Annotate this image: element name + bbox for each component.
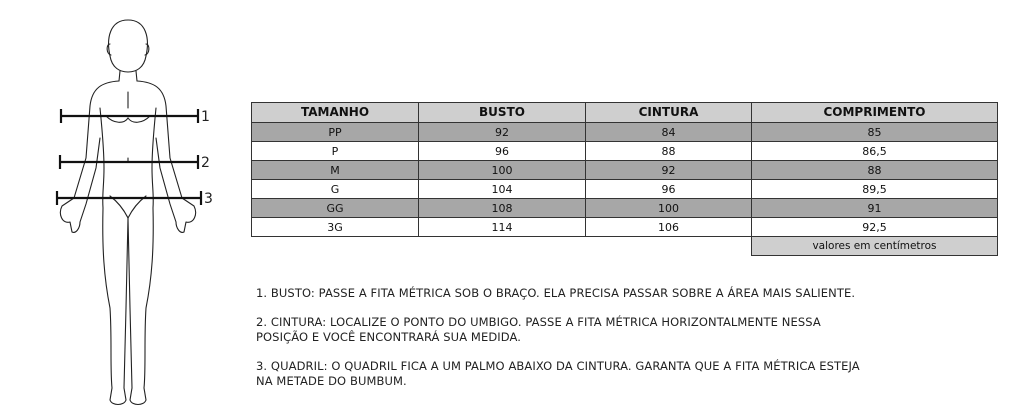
cell-tamanho: PP: [252, 123, 419, 142]
cell-tamanho: GG: [252, 199, 419, 218]
table-row: [252, 123, 998, 142]
size-chart-table: [251, 102, 998, 256]
header-busto: BUSTO: [419, 103, 586, 123]
body-outline-illustration: [40, 8, 230, 413]
header-cintura: CINTURA: [586, 103, 752, 123]
instruction-hip: 3. QUADRIL: O QUADRIL FICA A UM PALMO ABAIXO DA CINTURA. GARANTA QUE A FITA MÉTRICA ESTEJA NA METADE DO BUMBUM.: [256, 359, 860, 388]
cell-comprimento: 89,5: [752, 180, 998, 199]
table-row: [252, 142, 998, 161]
table-note-row: [252, 237, 998, 256]
empty-cell: [419, 237, 586, 256]
table-row: [252, 180, 998, 199]
cell-busto: 92: [419, 123, 586, 142]
cell-busto: 114: [419, 218, 586, 237]
cell-busto: 100: [419, 161, 586, 180]
cell-cintura: 96: [586, 180, 752, 199]
header-tamanho: TAMANHO: [252, 103, 419, 123]
table-row: [252, 199, 998, 218]
cell-comprimento: 85: [752, 123, 998, 142]
cell-busto: 108: [419, 199, 586, 218]
instruction-waist: 2. CINTURA: LOCALIZE O PONTO DO UMBIGO. PASSE A FITA MÉTRICA HORIZONTALMENTE NESSA POSIÇÃO E VOCÊ ENCONTRARÁ SUA MEDIDA.: [256, 315, 821, 344]
cell-comprimento: 86,5: [752, 142, 998, 161]
marker-1: 1: [201, 109, 210, 125]
cell-tamanho: P: [252, 142, 419, 161]
cell-tamanho: G: [252, 180, 419, 199]
cell-tamanho: M: [252, 161, 419, 180]
body-measurement-figure: [40, 8, 230, 413]
header-comprimento: COMPRIMENTO: [752, 103, 998, 123]
marker-2: 2: [201, 155, 210, 171]
table-row: [252, 161, 998, 180]
table-row: [252, 218, 998, 237]
units-note: valores em centímetros: [752, 237, 998, 256]
empty-cell: [586, 237, 752, 256]
measurement-instructions: [256, 286, 876, 403]
cell-tamanho: 3G: [252, 218, 419, 237]
cell-busto: 96: [419, 142, 586, 161]
cell-comprimento: 91: [752, 199, 998, 218]
cell-busto: 104: [419, 180, 586, 199]
cell-cintura: 88: [586, 142, 752, 161]
cell-cintura: 106: [586, 218, 752, 237]
table-header-row: [252, 103, 998, 123]
cell-cintura: 100: [586, 199, 752, 218]
cell-cintura: 92: [586, 161, 752, 180]
instruction-bust: 1. BUSTO: PASSE A FITA MÉTRICA SOB O BRAÇO. ELA PRECISA PASSAR SOBRE A ÁREA MAIS SALIENTE.: [256, 286, 856, 300]
empty-cell: [252, 237, 419, 256]
marker-3: 3: [204, 191, 213, 207]
cell-comprimento: 92,5: [752, 218, 998, 237]
cell-comprimento: 88: [752, 161, 998, 180]
cell-cintura: 84: [586, 123, 752, 142]
